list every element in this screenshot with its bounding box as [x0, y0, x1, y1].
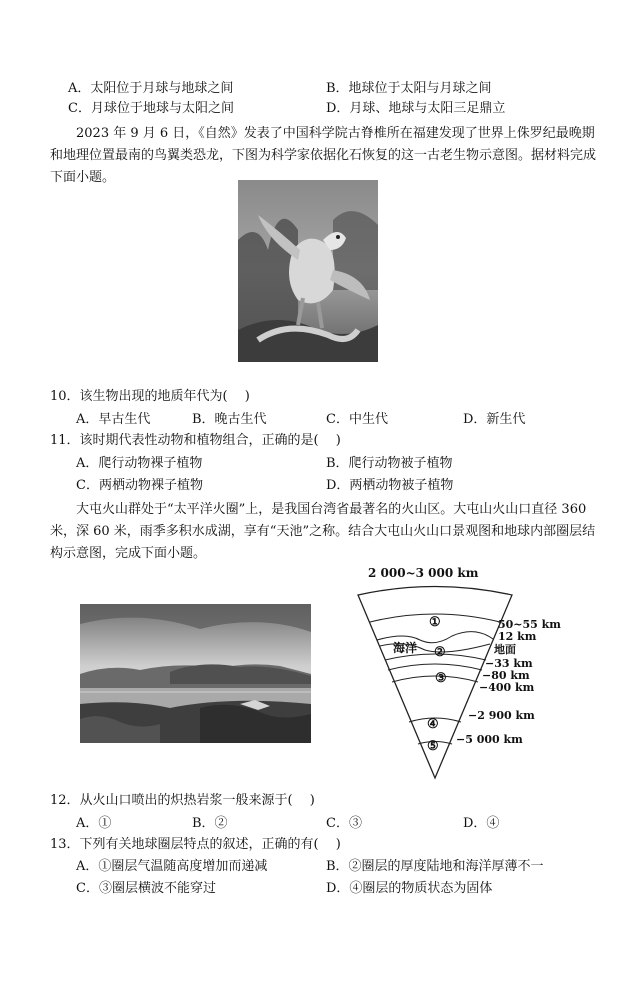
volcano-crater-photo: [80, 604, 311, 743]
q12-option-d: D．④: [463, 816, 500, 831]
layer-2-label: ②: [434, 645, 446, 660]
q12-option-b: B．②: [192, 816, 228, 831]
q9-option-b: B．地球位于太阳与月球之间: [326, 81, 492, 96]
q13-option-b: B．②圈层的厚度陆地和海洋厚薄不一: [326, 859, 544, 874]
depth-label-3: 地面: [494, 643, 516, 656]
layer-4-label: ④: [427, 717, 439, 732]
passage-dinosaur: 2023 年 9 月 6 日，《自然》发表了中国科学院古脊椎所在福建发现了世界上侏罗纪最晚期和地理位置最南的鸟翼类恐龙，下图为科学家依据化石恢复的这一古老生物示意图。据材料完成下面小题。: [50, 126, 597, 185]
q11-option-c: C．两栖动物裸子植物: [76, 478, 203, 493]
layer-5-label: ⑤: [427, 739, 439, 754]
q10-option-a: A．早古生代: [76, 412, 151, 427]
depth-label-2: 12 km: [498, 630, 537, 643]
q13-option-a: A．①圈层气温随高度增加而递减: [76, 859, 268, 874]
dinosaur-illustration: [238, 180, 378, 362]
depth-label-5: −80 km: [482, 669, 530, 682]
q12-option-a: A．①: [76, 816, 112, 831]
q10-option-c: C．中生代: [326, 412, 388, 427]
q12-option-c: C．③: [326, 816, 362, 831]
depth-label-6: −400 km: [479, 681, 535, 694]
q9-option-a: A．太阳位于月球与地球之间: [68, 81, 234, 96]
q10-stem: 10．该生物出现的地质年代为( ): [50, 389, 250, 404]
depth-label-4: −33 km: [485, 657, 533, 670]
diagram-top-label: 2 000~3 000 km: [368, 566, 479, 580]
layer-1-label: ①: [429, 615, 441, 630]
earth-layers-diagram: [330, 560, 590, 785]
q9-option-d: D．月球、地球与太阳三足鼎立: [326, 101, 506, 116]
q13-option-d: D．④圈层的物质状态为固体: [326, 881, 493, 896]
depth-label-7: −2 900 km: [468, 709, 535, 722]
q11-option-d: D．两栖动物被子植物: [326, 478, 454, 493]
q9-option-c: C．月球位于地球与太阳之间: [68, 101, 234, 116]
passage-volcano: 大屯火山群处于“太平洋火圈”上，是我国台湾省最著名的火山区。大屯山火山口直径 360 米，深 60 米，雨季多积水成湖，享有“天池”之称。结合大屯山火山口景观图和地球内部圈层结构示意图，完成下面小题。: [50, 502, 596, 561]
ocean-label: 海洋: [393, 641, 418, 655]
layer-3-label: ③: [435, 671, 447, 686]
depth-label-1: 50~55 km: [498, 618, 561, 631]
q13-stem: 13．下列有关地球圈层特点的叙述，正确的有( ): [50, 837, 341, 852]
q12-stem: 12．从火山口喷出的炽热岩浆一般来源于( ): [50, 793, 315, 808]
q13-option-c: C．③圈层横波不能穿过: [76, 881, 216, 896]
depth-label-8: −5 000 km: [456, 733, 523, 746]
q11-option-a: A．爬行动物裸子植物: [76, 456, 203, 471]
q10-option-d: D．新生代: [463, 412, 526, 427]
q11-stem: 11．该时期代表性动物和植物组合，正确的是( ): [50, 433, 341, 448]
q10-option-b: B．晚古生代: [192, 412, 267, 427]
q11-option-b: B．爬行动物被子植物: [326, 456, 453, 471]
